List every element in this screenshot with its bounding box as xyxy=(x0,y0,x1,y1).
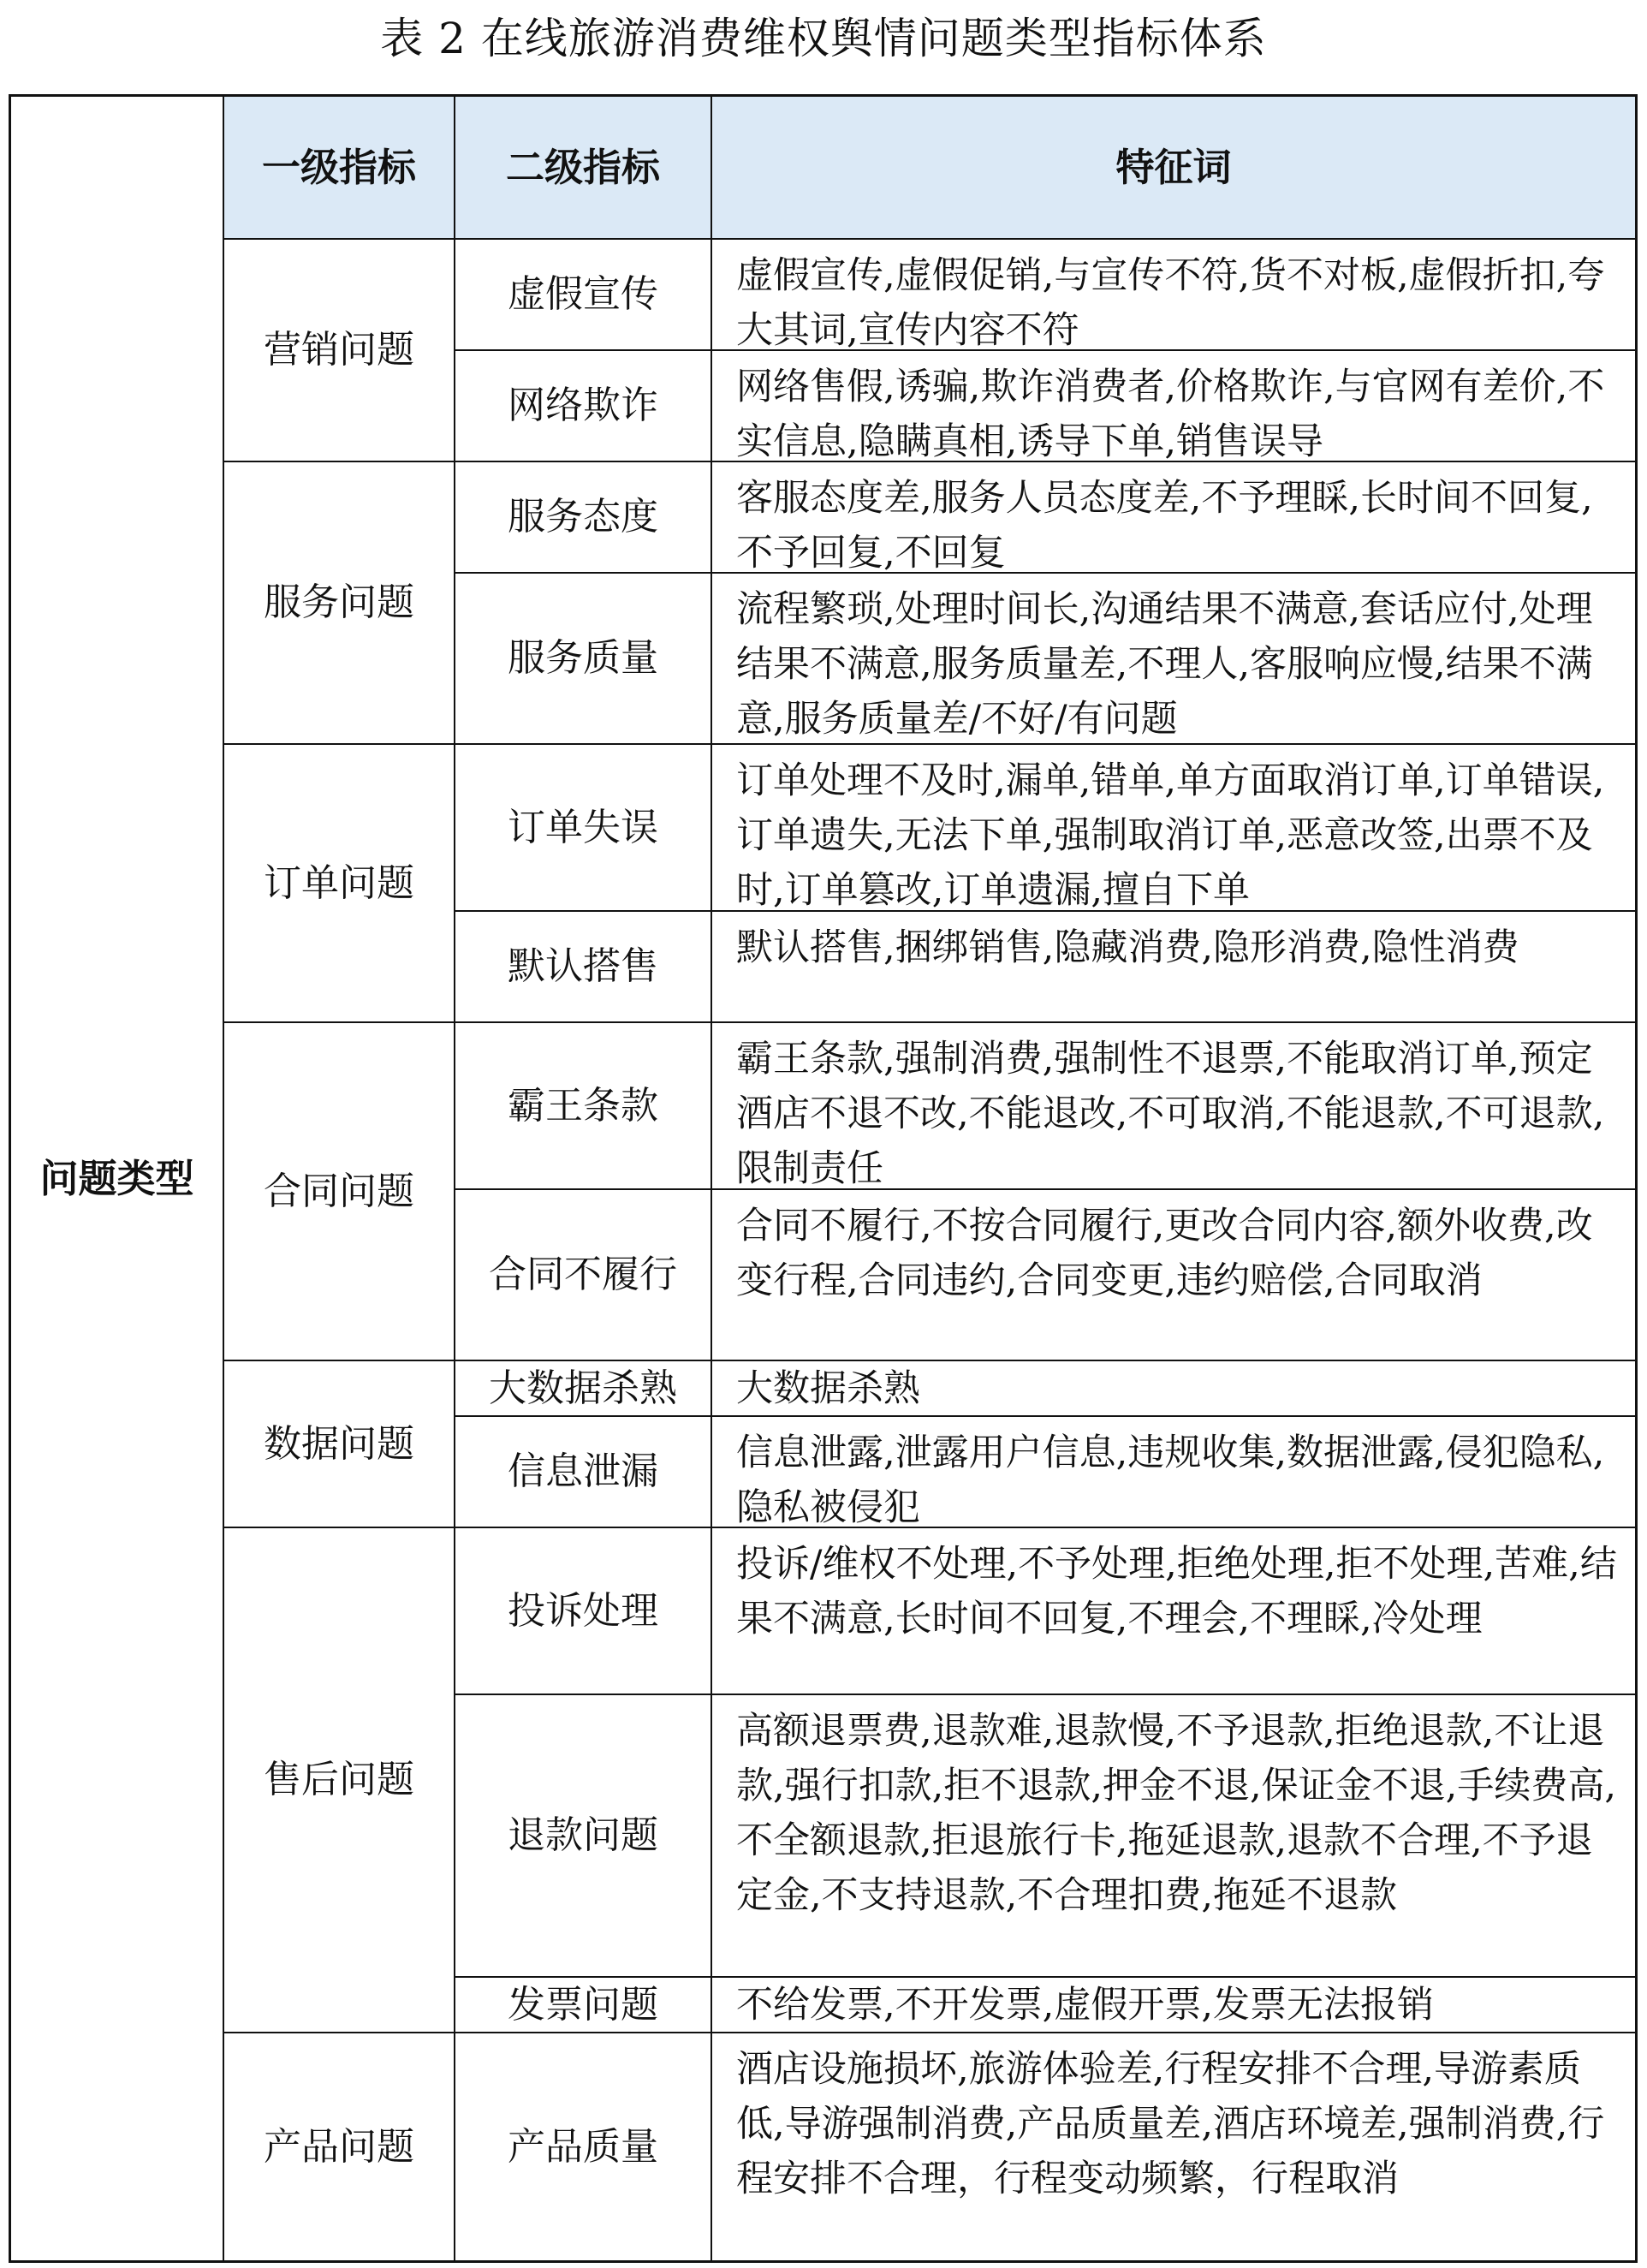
level2-cell: 霸王条款 xyxy=(454,1021,711,1188)
keywords-cell: 客服态度差,服务人员态度差,不予理睬,长时间不回复,不予回复,不回复 xyxy=(711,461,1635,572)
level1-cell-aftersales: 售后问题 xyxy=(223,1527,454,2032)
level2-cell: 虚假宣传 xyxy=(454,238,711,349)
level1-cell-order: 订单问题 xyxy=(223,743,454,1021)
level2-cell: 投诉处理 xyxy=(454,1527,711,1694)
level1-cell-service: 服务问题 xyxy=(223,461,454,743)
keywords-cell: 不给发票,不开发票,虚假开票,发票无法报销 xyxy=(711,1976,1635,2032)
root-category-label: 问题类型 xyxy=(39,1155,194,1201)
level1-cell-marketing: 营销问题 xyxy=(223,238,454,461)
keywords-cell: 合同不履行,不按合同履行,更改合同内容,额外收费,改变行程,合同违约,合同变更,违约赔偿,合同取消 xyxy=(711,1188,1635,1360)
level2-cell: 服务质量 xyxy=(454,572,711,743)
keywords-cell: 网络售假,诱骗,欺诈消费者,价格欺诈,与官网有差价,不实信息,隐瞒真相,诱导下单,销售误导 xyxy=(711,349,1635,461)
keywords-cell: 流程繁琐,处理时间长,沟通结果不满意,套话应付,处理结果不满意,服务质量差,不理人,客服响应慢,结果不满意,服务质量差/不好/有问题 xyxy=(711,572,1635,743)
keywords-cell: 投诉/维权不处理,不予处理,拒绝处理,拒不处理,苦难,结果不满意,长时间不回复,不理会,不理睬,冷处理 xyxy=(711,1527,1635,1694)
header-keywords: 特征词 xyxy=(711,97,1635,238)
indicator-table xyxy=(9,94,1638,2263)
level2-cell: 默认搭售 xyxy=(454,910,711,1021)
keywords-cell: 虚假宣传,虚假促销,与宣传不符,货不对板,虚假折扣,夸大其词,宣传内容不符 xyxy=(711,238,1635,349)
keywords-cell: 信息泄露,泄露用户信息,违规收集,数据泄露,侵犯隐私,隐私被侵犯 xyxy=(711,1415,1635,1527)
keywords-cell: 霸王条款,强制消费,强制性不退票,不能取消订单,预定酒店不退不改,不能退改,不可取消,不能退款,不可退款,限制责任 xyxy=(711,1021,1635,1188)
level2-cell: 大数据杀熟 xyxy=(454,1360,711,1415)
level1-cell-data: 数据问题 xyxy=(223,1360,454,1527)
level1-cell-contract: 合同问题 xyxy=(223,1021,454,1360)
level2-cell: 网络欺诈 xyxy=(454,349,711,461)
root-category-cell xyxy=(11,97,223,2260)
level2-cell: 信息泄漏 xyxy=(454,1415,711,1527)
keywords-cell: 大数据杀熟 xyxy=(711,1360,1635,1415)
level2-cell: 退款问题 xyxy=(454,1694,711,1976)
header-level1: 一级指标 xyxy=(223,97,454,238)
table-caption: 表 2 在线旅游消费维权舆情问题类型指标体系 xyxy=(380,14,1267,63)
level2-cell: 订单失误 xyxy=(454,743,711,910)
level2-cell: 产品质量 xyxy=(454,2032,711,2260)
level2-cell: 合同不履行 xyxy=(454,1188,711,1360)
keywords-cell: 高额退票费,退款难,退款慢,不予退款,拒绝退款,不让退款,强行扣款,拒不退款,押金不退,保证金不退,手续费高,不全额退款,拒退旅行卡,拖延退款,退款不合理,不予退定金,不支持退款,不合理扣费,拖延不退款 xyxy=(711,1694,1635,1976)
level2-cell: 发票问题 xyxy=(454,1976,711,2032)
keywords-cell: 订单处理不及时,漏单,错单,单方面取消订单,订单错误,订单遗失,无法下单,强制取消订单,恶意改签,出票不及时,订单篡改,订单遗漏,擅自下单 xyxy=(711,743,1635,910)
level1-cell-product: 产品问题 xyxy=(223,2032,454,2260)
level2-cell: 服务态度 xyxy=(454,461,711,572)
keywords-cell: 酒店设施损坏,旅游体验差,行程安排不合理,导游素质低,导游强制消费,产品质量差,酒店环境差,强制消费,行程安排不合理，行程变动频繁，行程取消 xyxy=(711,2032,1635,2260)
header-level2: 二级指标 xyxy=(454,97,711,238)
keywords-cell: 默认搭售,捆绑销售,隐藏消费,隐形消费,隐性消费 xyxy=(711,910,1635,1021)
